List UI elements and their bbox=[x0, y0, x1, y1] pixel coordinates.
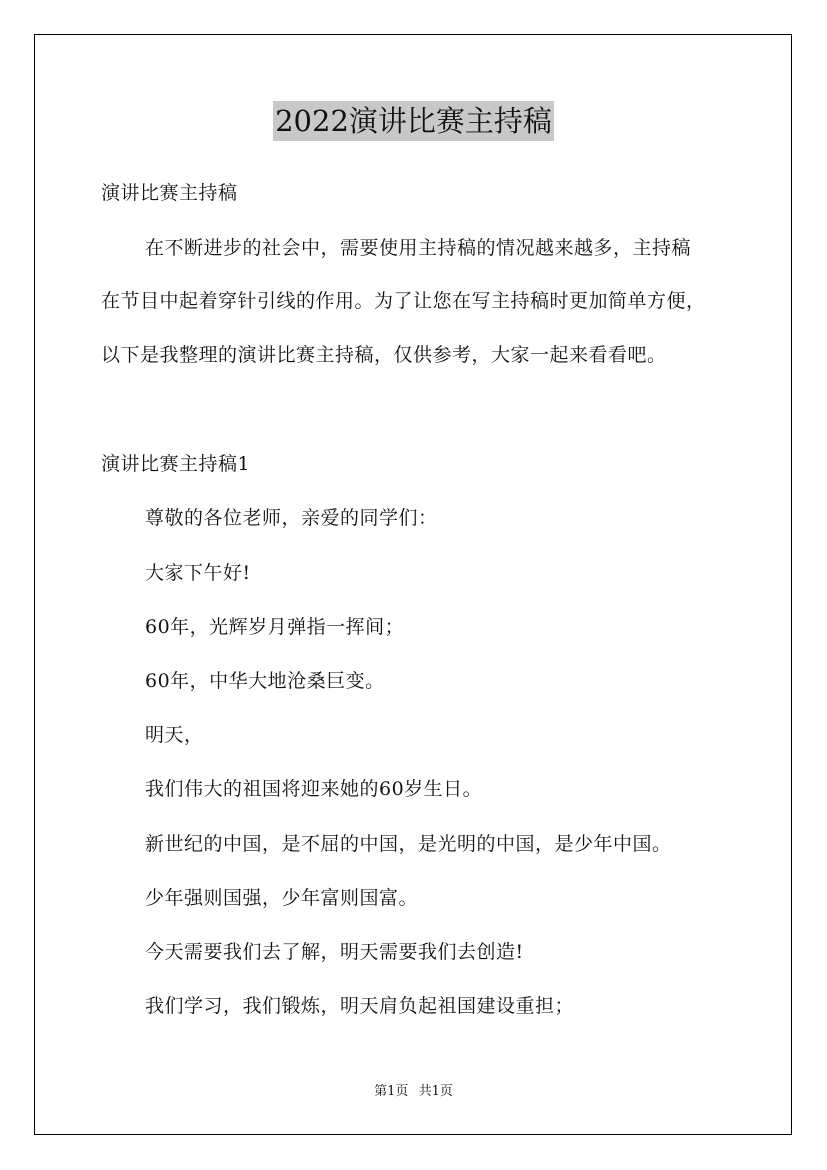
section-heading: 演讲比赛主持稿 bbox=[101, 182, 238, 204]
paragraph-line: 尊敬的各位老师，亲爱的同学们： bbox=[145, 507, 438, 529]
paragraph-line: 大家下午好! bbox=[145, 562, 251, 584]
paragraph-line: 少年强则国强，少年富则国富。 bbox=[145, 887, 419, 909]
paragraph-line: 在不断进步的社会中，需要使用主持稿的情况越来越多，主持稿 bbox=[145, 237, 692, 259]
paragraph-line: 在节目中起着穿针引线的作用。为了让您在写主持稿时更加简单方便， bbox=[101, 290, 706, 312]
paragraph-line: 我们伟大的祖国将迎来她的60岁生日。 bbox=[145, 778, 483, 800]
paragraph-line: 新世纪的中国，是不屈的中国，是光明的中国，是少年中国。 bbox=[145, 833, 672, 855]
paragraph-line: 60年，光辉岁月弹指一挥间； bbox=[145, 616, 405, 638]
paragraph-line: 60年，中华大地沧桑巨变。 bbox=[145, 670, 385, 692]
page-number: 第1页 bbox=[374, 1084, 409, 1099]
title-container bbox=[0, 101, 827, 141]
paragraph-line: 以下是我整理的演讲比赛主持稿，仅供参考，大家一起来看看吧。 bbox=[101, 344, 667, 366]
paragraph-line: 我们学习，我们锻炼，明天肩负起祖国建设重担； bbox=[145, 995, 575, 1017]
page-total: 共1页 bbox=[418, 1084, 453, 1099]
paragraph-line: 今天需要我们去了解，明天需要我们去创造! bbox=[145, 941, 524, 963]
section-heading: 演讲比赛主持稿1 bbox=[101, 453, 251, 475]
document-title: 2022演讲比赛主持稿 bbox=[273, 101, 554, 141]
paragraph-line: 明天， bbox=[145, 724, 204, 746]
page-footer bbox=[0, 1083, 827, 1101]
